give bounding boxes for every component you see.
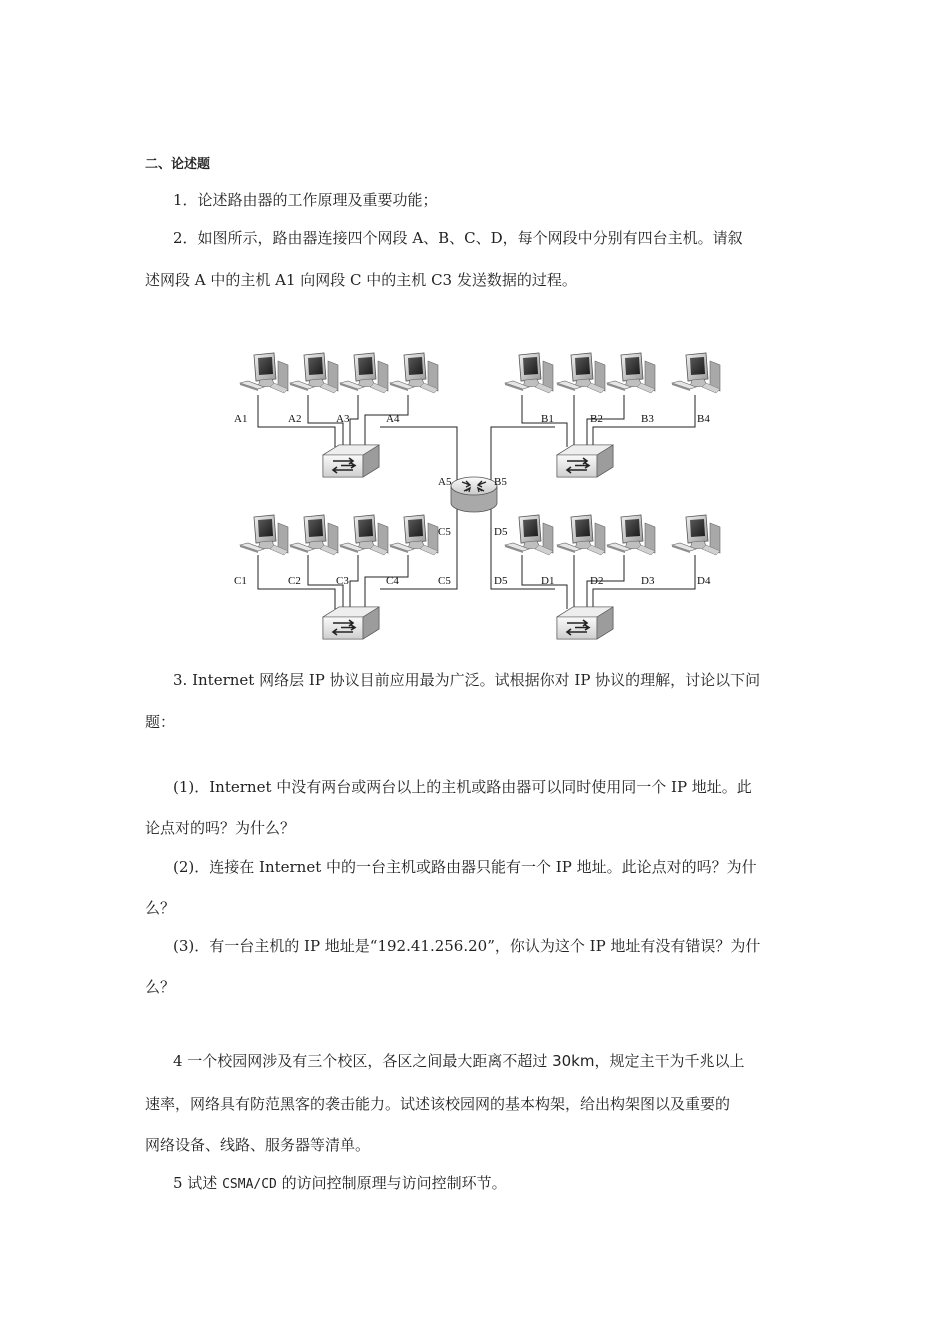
section-title: 二、论述题 bbox=[145, 157, 211, 172]
question-1: 1．论述路由器的工作原理及重要功能； bbox=[173, 191, 438, 209]
host-c4-icon bbox=[390, 515, 438, 555]
label-router-b5: B5 bbox=[494, 476, 507, 488]
label-router-c5: C5 bbox=[438, 526, 451, 538]
question-3-line-1: 3. Internet 网络层 IP 协议目前应用最为广泛。试根据你对 IP 协议的理解，讨论以下问 bbox=[173, 671, 761, 689]
label-c3: C3 bbox=[336, 575, 349, 587]
host-a3-icon bbox=[340, 353, 388, 393]
host-b1-icon bbox=[505, 353, 553, 393]
label-c4: C4 bbox=[386, 575, 399, 587]
switch-d-icon bbox=[557, 607, 613, 639]
question-3-3-line-2: 么？ bbox=[145, 978, 176, 996]
host-d1-icon bbox=[505, 515, 553, 555]
question-4-text-c: ，规定主干为千兆以上 bbox=[594, 1052, 745, 1070]
question-5-text-a: 5 试述 bbox=[173, 1174, 223, 1192]
label-d3: D3 bbox=[641, 575, 655, 587]
question-5-term: CSMA/CD bbox=[222, 1177, 277, 1192]
label-d2: D2 bbox=[590, 575, 604, 587]
label-router-a5: A5 bbox=[438, 476, 452, 488]
host-d3-icon bbox=[607, 515, 655, 555]
switch-c-icon bbox=[323, 607, 379, 639]
label-a1: A1 bbox=[234, 413, 248, 425]
label-c1: C1 bbox=[234, 575, 247, 587]
network-diagram bbox=[225, 345, 725, 645]
host-a2-icon bbox=[290, 353, 338, 393]
question-4-text-a: 4 一个校园网涉及有三个校区，各区之间最大距离不超过 bbox=[173, 1052, 553, 1070]
label-b3: B3 bbox=[641, 413, 654, 425]
label-b1: B1 bbox=[541, 413, 554, 425]
switch-b-icon bbox=[557, 445, 613, 477]
label-a4: A4 bbox=[386, 413, 400, 425]
question-5 bbox=[173, 1173, 507, 1195]
question-5-text-c: 的访问控制原理与访问控制环节。 bbox=[276, 1174, 507, 1192]
label-d1: D1 bbox=[541, 575, 555, 587]
host-d2-icon bbox=[557, 515, 605, 555]
question-4-distance: 30km bbox=[552, 1052, 595, 1070]
switch-a-icon bbox=[323, 445, 379, 477]
question-4-line-1 bbox=[173, 1051, 745, 1071]
host-c3-icon bbox=[340, 515, 388, 555]
label-router-d5: D5 bbox=[494, 526, 508, 538]
question-4-line-2: 速率，网络具有防范黑客的袭击能力。试述该校园网的基本构架，给出构架图以及重要的 bbox=[145, 1095, 731, 1113]
question-3-1-line-1: (1)．Internet 中没有两台或两台以上的主机或路由器可以同时使用同一个 IP 地址。此 bbox=[173, 778, 752, 796]
question-2-line-1: 2．如图所示，路由器连接四个网段 A、B、C、D，每个网段中分别有四台主机。请叙 bbox=[173, 229, 743, 247]
question-3-1-line-2: 论点对的吗？为什么？ bbox=[145, 819, 296, 837]
question-2-line-2: 述网段 A 中的主机 A1 向网段 C 中的主机 C3 发送数据的过程。 bbox=[145, 271, 577, 289]
question-3-2-line-1: (2)．连接在 Internet 中的一台主机或路由器只能有一个 IP 地址。此论点对的吗？为什 bbox=[173, 858, 757, 876]
host-a4-icon bbox=[390, 353, 438, 393]
question-3-3-line-1: (3)．有一台主机的 IP 地址是“192.41.256.20”，你认为这个 IP 地址有没有错误？为什 bbox=[173, 937, 761, 955]
question-3-2-line-2: 么？ bbox=[145, 899, 176, 917]
router-icon bbox=[451, 477, 497, 512]
label-b2: B2 bbox=[590, 413, 603, 425]
label-c2: C2 bbox=[288, 575, 301, 587]
label-d4: D4 bbox=[697, 575, 711, 587]
label-d5: D5 bbox=[494, 575, 508, 587]
label-c5: C5 bbox=[438, 575, 451, 587]
question-4-line-3: 网络设备、线路、服务器等清单。 bbox=[145, 1136, 371, 1154]
host-d4-icon bbox=[672, 515, 720, 555]
label-b4: B4 bbox=[697, 413, 710, 425]
host-a1-icon bbox=[240, 353, 288, 393]
host-b4-icon bbox=[672, 353, 720, 393]
host-c2-icon bbox=[290, 515, 338, 555]
host-b3-icon bbox=[607, 353, 655, 393]
question-3-line-2: 题： bbox=[145, 713, 176, 731]
label-a2: A2 bbox=[288, 413, 302, 425]
label-a3: A3 bbox=[336, 413, 350, 425]
host-c1-icon bbox=[240, 515, 288, 555]
host-b2-icon bbox=[557, 353, 605, 393]
